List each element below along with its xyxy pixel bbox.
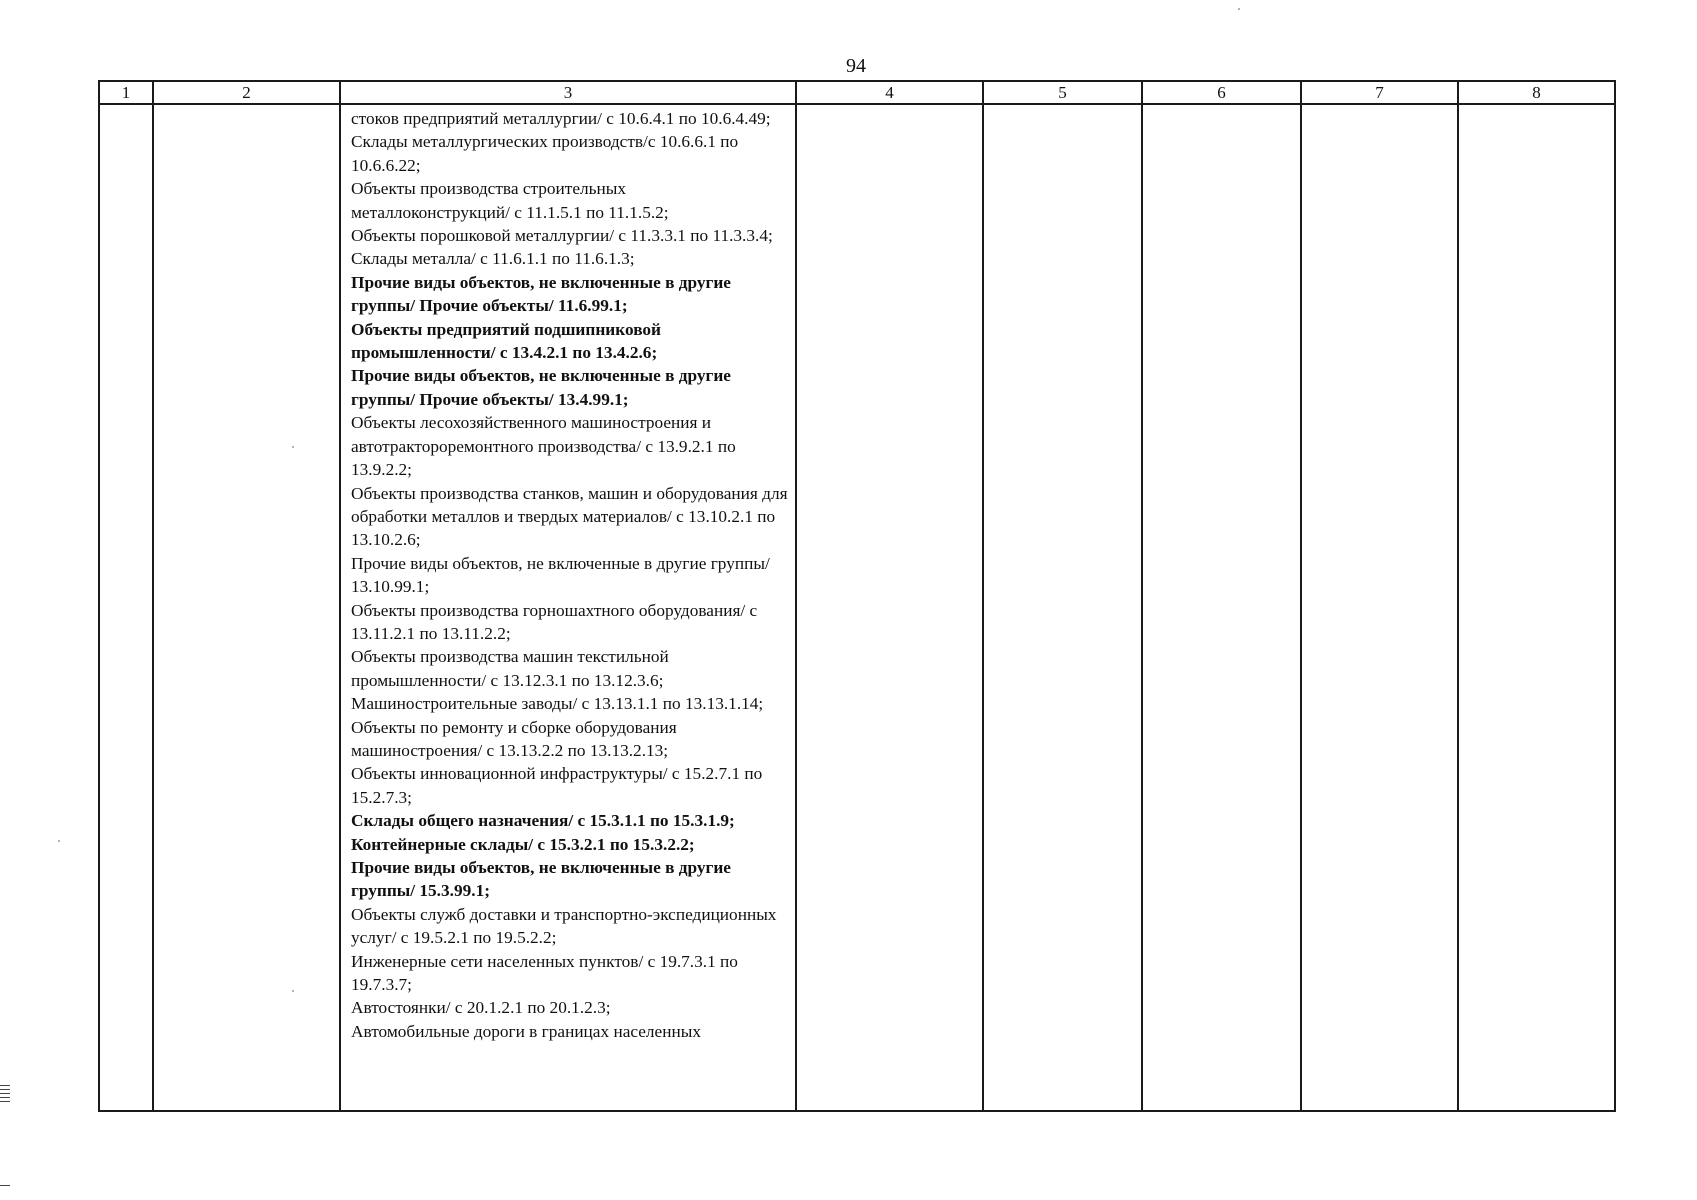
list-item: Объекты порошковой металлургии/ с 11.3.3.1 по 11.3.3.4; xyxy=(351,226,773,246)
page-number: 94 xyxy=(846,55,866,77)
cell-col-8 xyxy=(1458,104,1615,1111)
list-item: Контейнерные склады/ с 15.3.2.1 по 15.3.2.2; xyxy=(351,834,695,854)
list-item: Прочие виды объектов, не включенные в другие группы/ Прочие объекты/ 11.6.99.1; xyxy=(351,272,731,316)
list-item: Объекты по ремонту и сборке оборудования машиностроения/ с 13.13.2.2 по 13.13.2.13; xyxy=(351,717,677,760)
scan-margin-mark xyxy=(0,1097,10,1098)
list-item: Автомобильные дороги в границах населенных xyxy=(351,1021,701,1041)
scan-speck xyxy=(292,446,294,448)
list-item: Машиностроительные заводы/ с 13.13.1.1 по 13.13.1.14; xyxy=(351,694,764,714)
list-item: Объекты производства строительных металлоконструкций/ с 11.1.5.1 по 11.1.5.2; xyxy=(351,179,669,222)
list-item: Объекты предприятий подшипниковой промышленности/ с 13.4.2.1 по 13.4.2.6; xyxy=(351,319,662,363)
scan-margin-mark xyxy=(0,1101,10,1102)
list-item: Автостоянки/ с 20.1.2.1 по 20.1.2.3; xyxy=(351,998,611,1018)
list-item: Склады общего назначения/ с 15.3.1.1 по 15.3.1.9; xyxy=(351,811,735,831)
list-item: Объекты производства горношахтного оборудования/ с 13.11.2.1 по 13.11.2.2; xyxy=(351,600,758,643)
list-item: стоков предприятий металлургии/ с 10.6.4.1 по 10.6.4.49; xyxy=(351,109,771,128)
cell-col-7 xyxy=(1301,104,1458,1111)
scan-margin-mark xyxy=(0,1093,10,1094)
column-header-6: 6 xyxy=(1142,81,1301,104)
column-header-7: 7 xyxy=(1301,81,1458,104)
list-item: Прочие виды объектов, не включенные в другие группы/ 15.3.99.1; xyxy=(351,858,731,901)
list-item: Склады металла/ с 11.6.1.1 по 11.6.1.3; xyxy=(351,249,635,269)
column-header-1: 1 xyxy=(99,81,153,104)
cell-col-2 xyxy=(153,104,340,1111)
scan-margin-mark xyxy=(0,1089,10,1090)
list-item: Объекты производства машин текстильной промышленности/ с 13.12.3.1 по 13.12.3.6; xyxy=(351,647,669,690)
cell-col-1 xyxy=(99,104,153,1111)
list-item: Инженерные сети населенных пунктов/ с 19.7.3.1 по 19.7.3.7; xyxy=(351,951,738,995)
list-item: Объекты инновационной инфраструктуры/ с 15.2.7.1 по 15.2.7.3; xyxy=(351,764,763,807)
column-header-4: 4 xyxy=(796,81,983,104)
list-item: Склады металлургических производств/с 10.6.6.1 по 10.6.6.22; xyxy=(351,132,739,175)
cell-col-4 xyxy=(796,104,983,1111)
column-number-header-row xyxy=(99,81,1615,104)
cell-col-3-object-list xyxy=(340,104,796,1111)
scan-speck xyxy=(58,840,60,842)
column-header-8: 8 xyxy=(1458,81,1615,104)
list-item: Объекты производства станков, машин и оборудования для обработки металлов и твердых материалов/ с 13.10.2.1 по 13.10.2.6; xyxy=(351,483,788,550)
scan-margin-mark xyxy=(0,1185,10,1186)
list-item: Объекты лесохозяйственного машиностроения и автотрактороремонтного производства/ с 13.9.2.1 по 13.9.2.2; xyxy=(351,413,736,480)
object-type-list xyxy=(351,107,789,1043)
document-table xyxy=(98,80,1616,1112)
cell-col-5 xyxy=(983,104,1142,1111)
list-item: Прочие виды объектов, не включенные в другие группы/ 13.10.99.1; xyxy=(351,553,770,597)
scan-speck xyxy=(1238,8,1240,10)
table-row xyxy=(99,104,1615,1111)
cell-col-6 xyxy=(1142,104,1301,1111)
column-header-5: 5 xyxy=(983,81,1142,104)
column-header-2: 2 xyxy=(153,81,340,104)
column-header-3: 3 xyxy=(340,81,796,104)
scan-speck xyxy=(292,990,294,992)
list-item: Прочие виды объектов, не включенные в другие группы/ Прочие объекты/ 13.4.99.1; xyxy=(351,366,731,409)
scan-margin-mark xyxy=(0,1085,10,1086)
list-item: Объекты служб доставки и транспортно-экспедиционных услуг/ с 19.5.2.1 по 19.5.2.2; xyxy=(351,904,777,948)
